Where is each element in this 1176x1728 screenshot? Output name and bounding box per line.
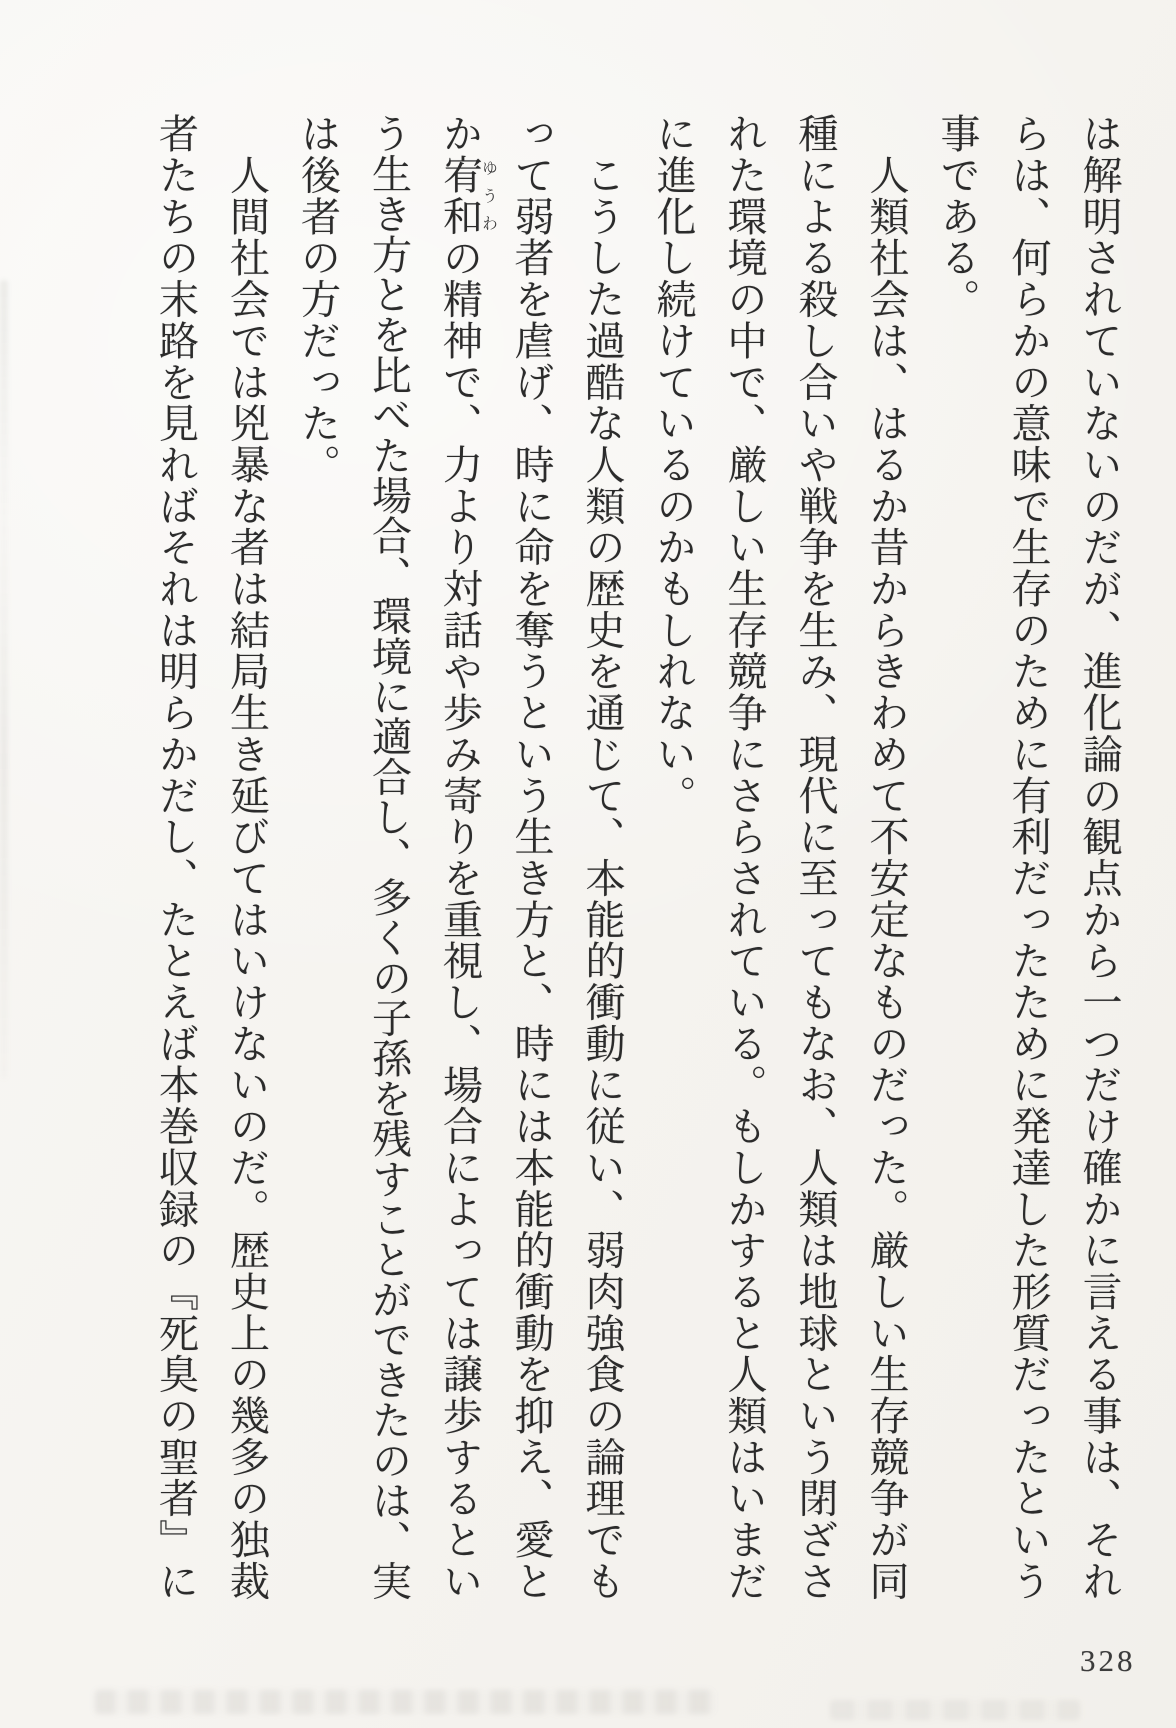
text-column: らは、何らかの意味で生存のために有利だったために発達した形質だったという [1006, 113, 1051, 1602]
text-column: 事である。 [935, 113, 980, 320]
reverse-page-showthrough [95, 1690, 715, 1714]
reverse-page-showthrough [830, 1700, 1080, 1720]
text-column: こうした過酷な人類の歴史を通じて、本能的衝動に従い、弱肉強食の論理でも [580, 113, 625, 1602]
text-column: れた環境の中で、厳しい生存競争にさらされている。もしかすると人類はいまだ [722, 113, 767, 1602]
scan-edge-artifact [0, 280, 8, 1080]
text-column: 種による殺し合いや戦争を生み、現代に至ってもなお、人類は地球という閉ざさ [793, 113, 838, 1602]
text-column: に進化し続けているのかもしれない。 [651, 113, 696, 816]
text-column: う生き方とを比べた場合、環境に適合し、多くの子孫を残すことができたのは、実 [366, 113, 412, 1601]
text-column: は解明されていないのだが、進化論の観点から一つだけ確かに言える事は、それ [1077, 113, 1122, 1602]
body-text [141, 113, 1136, 1633]
page-number: 328 [1080, 1643, 1136, 1678]
text-column-with-furigana: か宥和ゆうわの精神で、力より対話や歩み寄りを重視し、場合によっては譲歩するとい [437, 113, 497, 1602]
text-column: は後者の方だった。 [295, 113, 341, 486]
text-column: って弱者を虐げ、時に命を奪うという生き方と、時には本能的衝動を抑え、愛と [509, 113, 554, 1602]
text-column: 者たちの末路を見ればそれは明らかだし、たとえば本巻収録の『死臭の聖者』に [153, 113, 199, 1602]
text-column: 人間社会では兇暴な者は結局生き延びてはいけないのだ。歴史上の幾多の独裁 [224, 113, 270, 1602]
text-column: 人類社会は、はるか昔からきわめて不安定なものだった。厳しい生存競争が同 [864, 113, 909, 1602]
